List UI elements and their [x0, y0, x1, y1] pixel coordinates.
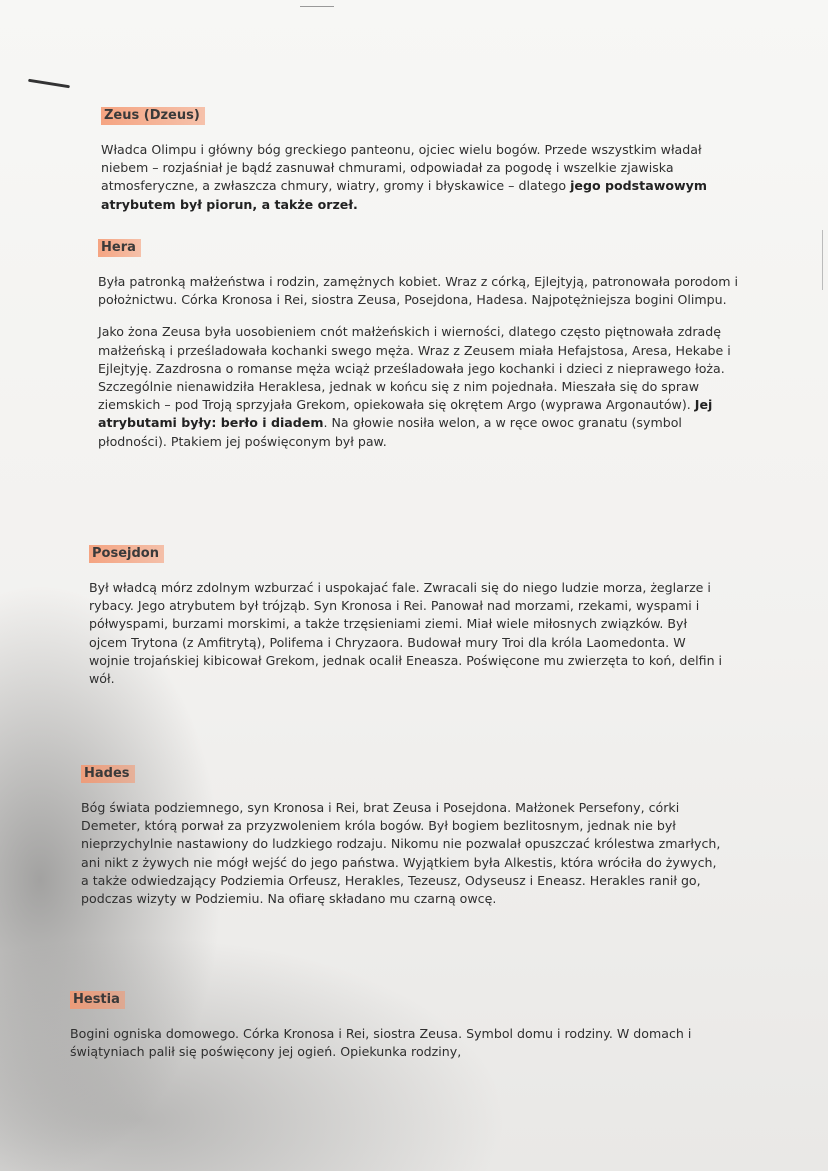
hera-paragraph-2 — [98, 323, 738, 450]
zeus-paragraph — [101, 141, 741, 214]
section-heading-hestia: Hestia — [70, 991, 125, 1009]
section-heading-hades: Hades — [81, 765, 135, 783]
zeus-text: Władca Olimpu i główny bóg greckiego panteonu, ojciec wielu bogów. Przede wszystkim władał niebem – rozjaśniał je bądź zasnuwał chmurami, odpowiadał za pogodę i wszelkie zjawiska atmosferyczne, a zwłaszcza chmury, wiatry, gromy i błyskawice – dlatego — [101, 142, 702, 194]
hera-text: Jako żona Zeusa była uosobieniem cnót małżeńskich i wierności, dlatego często piętnowała zdradę małżeńską i prześladowała kochanki swego męża. Wraz z Zeusem miała Hefajstosa, Aresa, Hekabe i Ejlejtyję. Zazdrosna o romanse męża wciąż prześladowała jego kochanki i dzieci z nieprawego łoża. Szczególnie nienawidziła Heraklesa, jednak w końcu się z nim pojednała. Mieszała się do spraw ziemskich – pod Troją sprzyjała Grekom, opiekowała się okrętem Argo (wyprawa Argonautów). — [98, 324, 731, 413]
section-hera — [98, 236, 738, 465]
section-hestia — [70, 988, 710, 1075]
zeus-attributes-text: jego podstawowym atrybutem był piorun, a także orzeł. — [101, 178, 707, 212]
hestia-paragraph: Bogini ogniska domowego. Córka Kronosa i Rei, siostra Zeusa. Symbol domu i rodziny. W domach i świątyniach palił się poświęcony jej ogień. Opiekunka rodziny, — [70, 1026, 692, 1060]
section-heading-hera: Hera — [98, 239, 141, 257]
section-hades — [81, 762, 721, 922]
hera-paragraph-1: Była patronką małżeństwa i rodzin, zamężnych kobiet. Wraz z córką, Ejlejtyją, patronowała porodom i położnictwu. Córka Kronosa i Rei, siostra Zeusa, Posejdona, Hadesa. Najpotężniejsza bogini Olimpu. — [98, 274, 738, 308]
section-heading-posejdon: Posejdon — [89, 545, 164, 563]
scan-mark — [300, 6, 334, 7]
section-zeus — [101, 104, 741, 228]
section-posejdon — [89, 542, 729, 702]
hera-text-end: . Na głowie nosiła welon, a w ręce owoc granatu (symbol płodności). Ptakiem jej poświęconym był paw. — [98, 415, 682, 449]
hades-paragraph: Bóg świata podziemnego, syn Kronosa i Rei, brat Zeusa i Posejdona. Małżonek Persefony, córki Demeter, którą porwał za przyzwoleniem króla bogów. Był bogiem bezlitosnym, jednak nie był nieprzychylnie nastawiony do ludzkiego rodzaju. Nikomu nie pozwalał opuszczać królestwa zmarłych, ani nikt z żywych nie mógł wejść do jego państwa. Wyjątkiem była Alkestis, która wróciła do żywych, a także odwiedzający Podziemia Orfeusz, Herakles, Tezeusz, Odyseusz i Eneasz. Herakles ranił go, podczas wizyty w Podziemiu. Na ofiarę składano mu czarną owcę. — [81, 800, 721, 907]
pen-stroke-mark — [28, 79, 70, 89]
page-edge-mark — [822, 230, 823, 290]
hera-attributes-text: Jej atrybutami były: berło i diadem — [98, 397, 713, 431]
section-heading-zeus: Zeus (Dzeus) — [101, 107, 205, 125]
posejdon-paragraph: Był władcą mórz zdolnym wzburzać i uspokajać fale. Zwracali się do niego ludzie morza, żeglarze i rybacy. Jego atrybutem był trójząb. Syn Kronosa i Rei. Panował nad morzami, rzekami, wyspami i półwyspami, burzami morskimi, a także trzęsieniami ziemi. Miał wiele miłosnych związków. Był ojcem Trytona (z Amfitrytą), Polifema i Chryzaora. Budował mury Troi dla króla Laomedonta. W wojnie trojańskiej kibicował Grekom, jednak ocalił Eneasza. Poświęcone mu zwierzęta to koń, delfin i wół. — [89, 580, 723, 687]
